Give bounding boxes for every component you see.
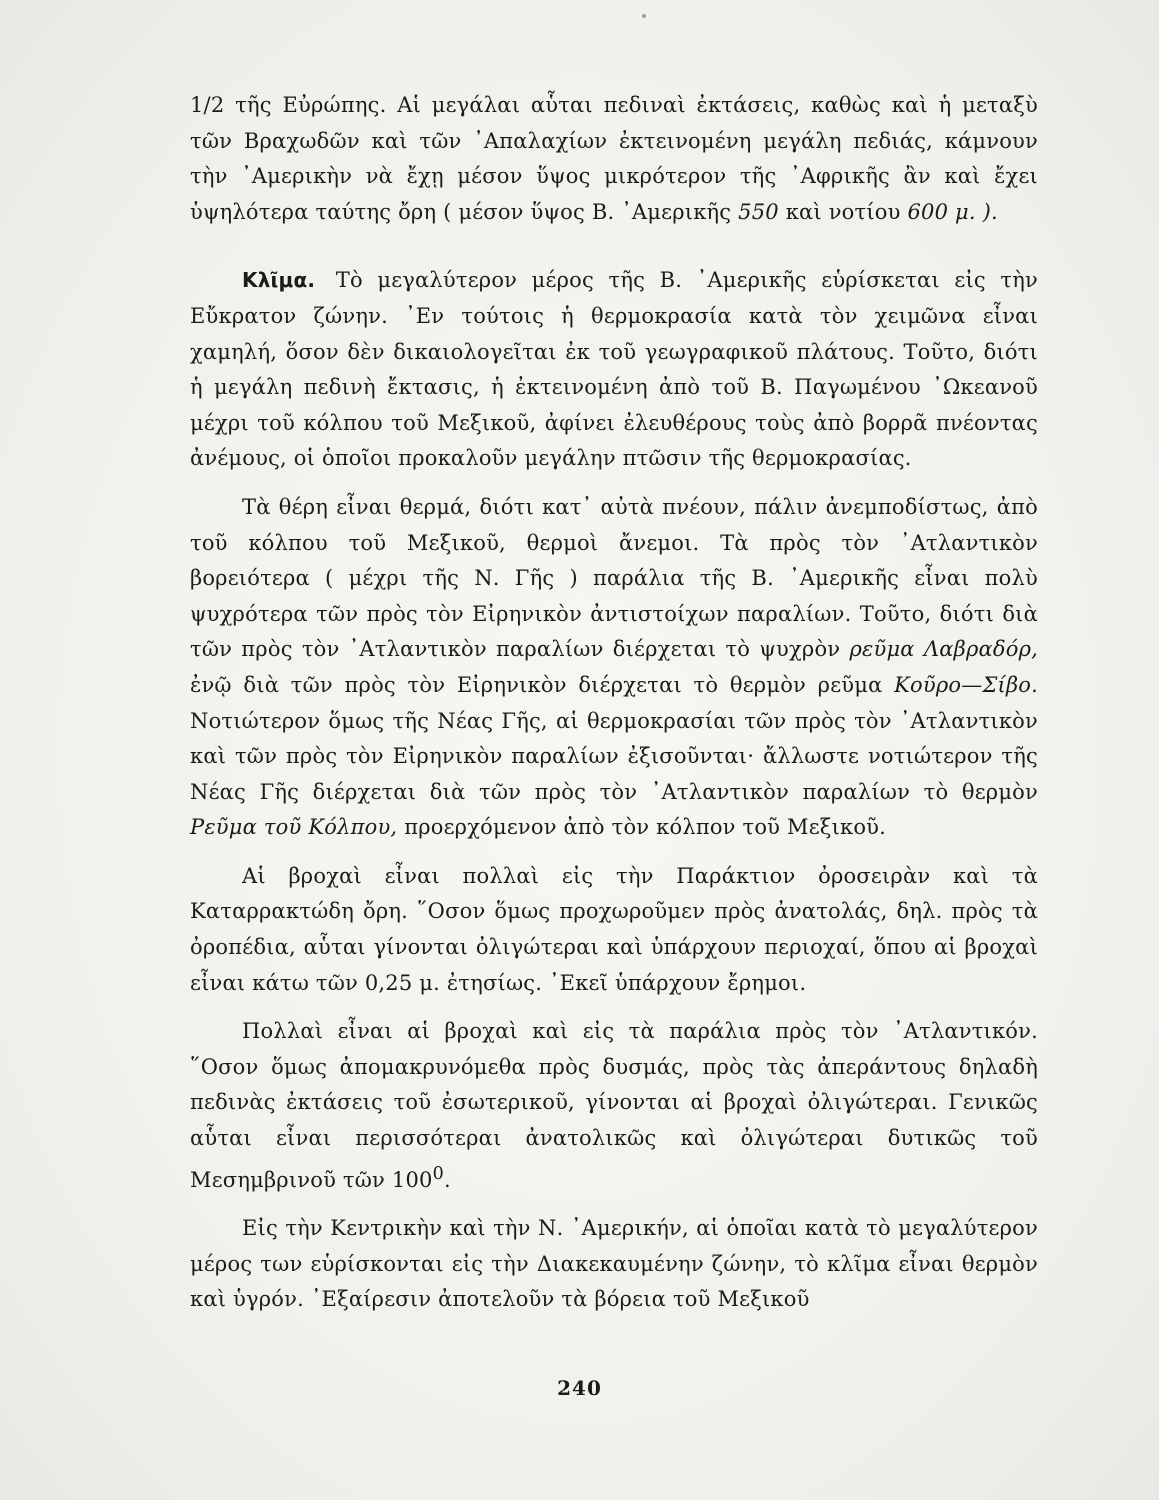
section-heading-climate: Κλῖμα. xyxy=(242,268,316,293)
paragraph-central-south-america xyxy=(190,1211,1038,1318)
text-run: Εἰς τὴν Κεντρικὴν καὶ τὴν Ν. ᾽Αμερικήν, αἱ ὁποῖαι κατὰ τὸ μεγαλύτερον μέρος των εὑρίσκονται εἰς τὴν Διακεκαυμένην ζώνην, τὸ κλῖμα εἶναι θερμὸν καὶ ὑγρόν. ᾽Εξαίρεσιν ἀποτελοῦν τὰ βόρεια τοῦ Μεξικοῦ xyxy=(190,1216,1038,1312)
italic-run: ρεῦμα Λαβραδόρ, xyxy=(849,637,1038,662)
italic-run: 600 μ. ). xyxy=(907,199,998,224)
paragraph-rains-east xyxy=(190,1014,1038,1198)
paragraph-summers xyxy=(190,490,1038,846)
text-run: ἐνῷ διὰ τῶν πρὸς τὸν Εἰρηνικὸν διέρχεται τὸ θερμὸν ρεῦμα xyxy=(190,672,895,697)
margin-speck xyxy=(642,14,646,18)
superscript-run: 0 xyxy=(432,1163,444,1184)
paragraph-climate xyxy=(190,263,1038,477)
paragraph-rains-west xyxy=(190,859,1038,1001)
italic-run: Κοῦρο—Σίβο. xyxy=(894,672,1038,697)
text-run: Αἱ βροχαὶ εἶναι πολλαὶ εἰς τὴν Παράκτιον ὀροσειρὰν καὶ τὰ Καταρρακτώδη ὄρη. ῞Οσον ὅμως προχωροῦμεν πρὸς ἀνατολάς, δηλ. πρὸς τὰ ὀροπέδια, αὗται γίνονται ὀλιγώτεραι καὶ ὑπάρχουν περιοχαί, ὅπου αἱ βροχαὶ εἶναι κάτω τῶν 0,25 μ. ἐτησίως. ᾽Εκεῖ ὑπάρχουν ἔρημοι. xyxy=(190,863,1038,995)
text-run: Πολλαὶ εἶναι αἱ βροχαὶ καὶ εἰς τὰ παράλια πρὸς τὸν ᾽Ατλαντικόν. ῞Οσον ὅμως ἀπομακρυνόμεθα πρὸς δυσμάς, πρὸς τὰς ἀπεράντους δηλαδὴ πεδινὰς ἐκτάσεις τοῦ ἐσωτερικοῦ, γίνονται αἱ βροχαὶ ὀλιγώτεραι. Γενικῶς αὗται εἶναι περισσότεραι ἀνατολικῶς καὶ ὀλιγώτεραι δυτικῶς τοῦ Μεσημβρινοῦ τῶν 100 xyxy=(190,1019,1038,1192)
text-run: Τὸ μεγαλύτερον μέρος τῆς Β. ᾽Αμερικῆς εὑρίσκεται εἰς τὴν Εὔκρατον ζώνην. ᾽Εν τούτοις ἡ θερμοκρασία κατὰ τὸν χειμῶνα εἶναι χαμηλή, ὅσον δὲν δικαιολογεῖται ἐκ τοῦ γεωγραφικοῦ πλάτους. Τοῦτο, διότι ἡ μεγάλη πεδινὴ ἔκτασις, ἡ ἐκτεινομένη ἀπὸ τοῦ Β. Παγωμένου ᾽Ωκεανοῦ μέχρι τοῦ κόλπου τοῦ Μεξικοῦ, ἀφίνει ἐλευθέρους τοὺς ἀπὸ βορρᾶ πνέοντας ἀνέμους, οἱ ὁποῖοι προκαλοῦν μεγάλην πτῶσιν τῆς θερμοκρασίας. xyxy=(190,268,1038,471)
italic-run: 550 xyxy=(738,199,779,224)
text-run: Τὰ θέρη εἶναι θερμά, διότι κατ᾽ αὐτὰ πνέουν, πάλιν ἀνεμποδίστως, ἀπὸ τοῦ κόλπου τοῦ Μεξικοῦ, θερμοὶ ἄνεμοι. Τὰ πρὸς τὸν ᾽Ατλαντικὸν βορειότερα ( μέχρι τῆς Ν. Γῆς ) παράλια τῆς Β. ᾽Αμερικῆς εἶναι πολὺ ψυχρότερα τῶν πρὸς τὸν Εἰρηνικὸν ἀντιστοίχων παραλίων. Τοῦτο, διότι διὰ τῶν πρὸς τὸν ᾽Ατλαντικὸν παραλίων διέρχεται τὸ ψυχρὸν xyxy=(190,494,1038,662)
body-text xyxy=(190,88,1038,1331)
text-run: καὶ νοτίου xyxy=(778,199,908,224)
page-number: 240 xyxy=(557,1376,602,1400)
italic-run: Ρεῦμα τοῦ Κόλπου, xyxy=(190,815,398,840)
text-run: Νοτιώτερον ὅμως τῆς Νέας Γῆς, αἱ θερμοκρασίαι τῶν πρὸς τὸν ᾽Ατλαντικὸν καὶ τῶν πρὸς τὸν Εἰρηνικὸν παραλίων ἐξισοῦνται· ἄλλωστε νοτιώτερον τῆς Νέας Γῆς διέρχεται διὰ τῶν πρὸς τὸν ᾽Ατλαντικὸν παραλίων τὸ θερμὸν xyxy=(190,708,1038,804)
text-run: . xyxy=(443,1167,451,1192)
text-run: 1/2 τῆς Εὐρώπης. Αἱ μεγάλαι αὗται πεδιναὶ ἐκτάσεις, καθὼς καὶ ἡ μεταξὺ τῶν Βραχωδῶν καὶ τῶν ᾽Απαλαχίων ἐκτεινομένη μεγάλη πεδιάς, κάμνουν τὴν ᾽Αμερικὴν νὰ ἔχῃ μέσον ὕψος μικρότερον τῆς ᾽Αφρικῆς ἂν καὶ ἔχει ὑψηλότερα ταύτης ὄρη ( μέσον ὕψος Β. ᾽Αμερικῆς xyxy=(190,93,1038,224)
text-run: προερχόμενον ἀπὸ τὸν κόλπον τοῦ Μεξικοῦ. xyxy=(397,815,887,840)
paragraph-elevation xyxy=(190,88,1038,230)
